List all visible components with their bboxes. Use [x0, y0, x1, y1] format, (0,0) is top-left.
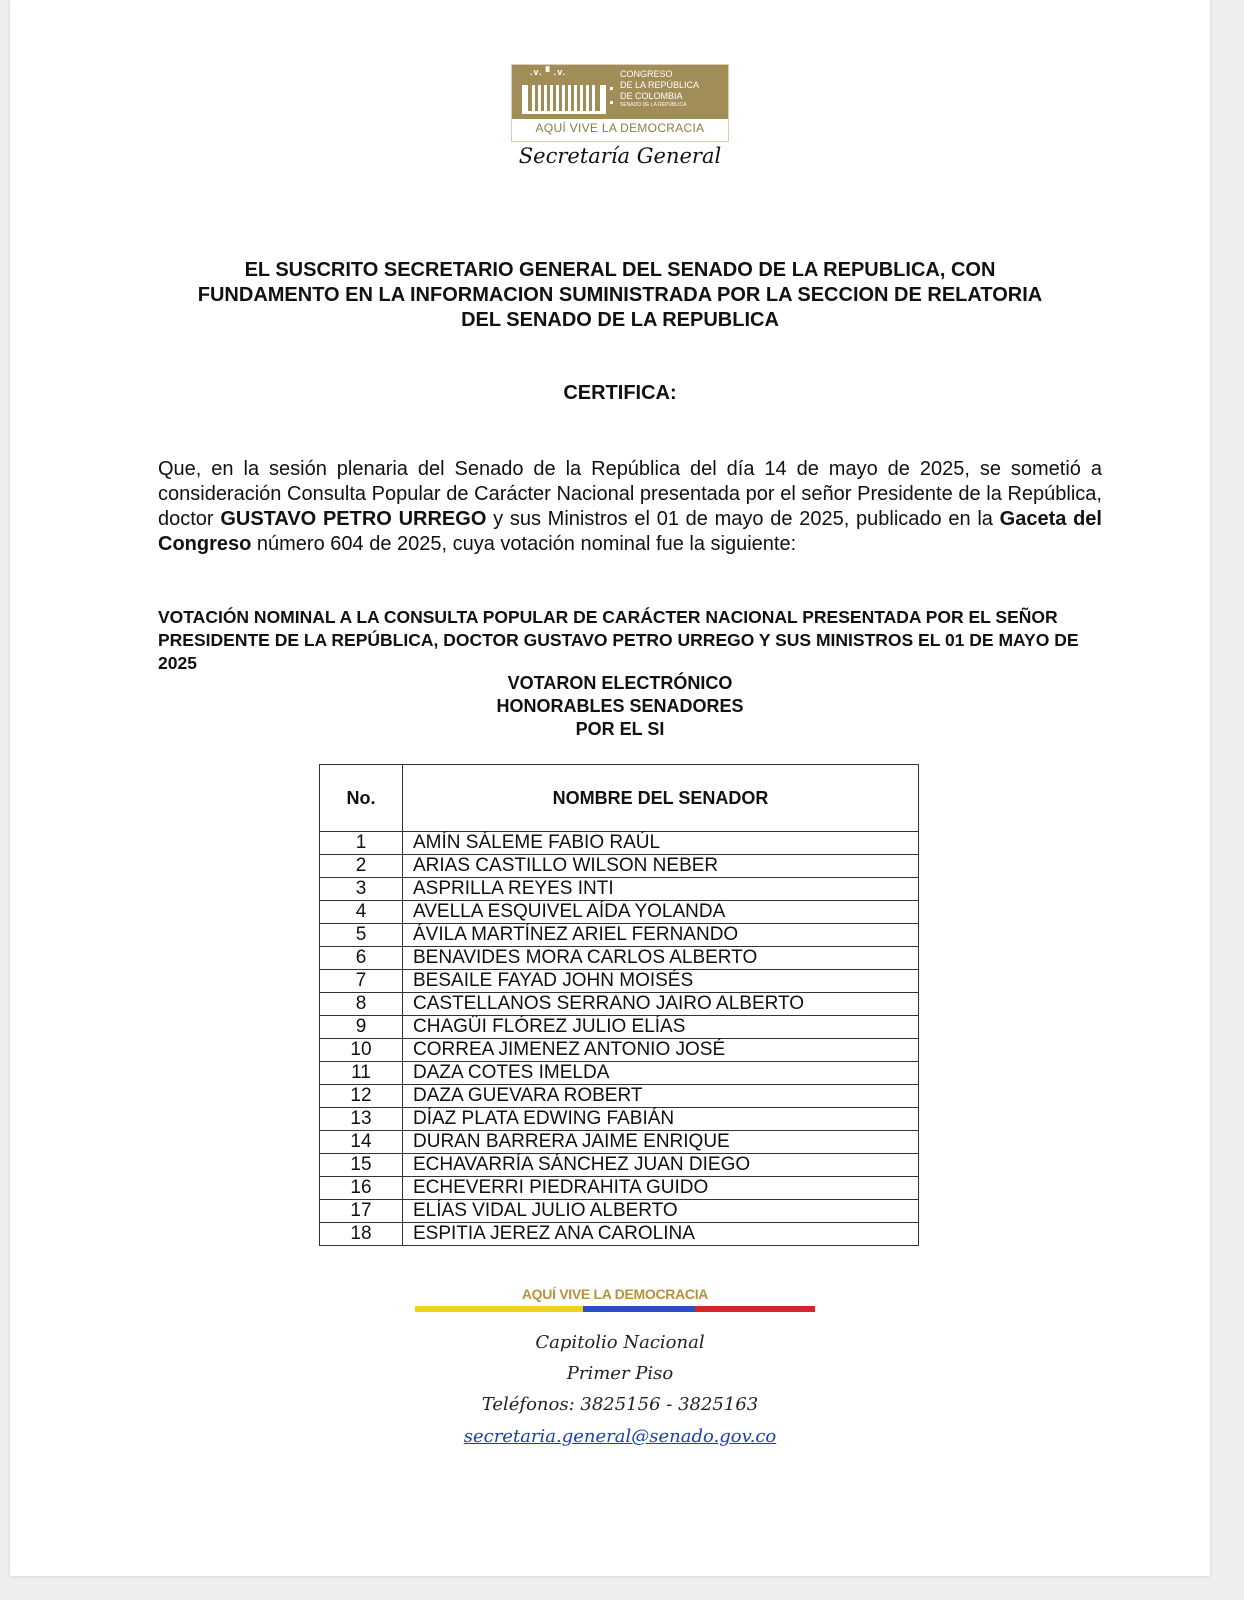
senator-number: 1: [320, 832, 403, 855]
senator-number: 18: [320, 1223, 403, 1246]
senator-name: CASTELLANOS SERRANO JAIRO ALBERTO: [403, 993, 919, 1016]
senator-number: 6: [320, 947, 403, 970]
senator-number: 8: [320, 993, 403, 1016]
document-page: [10, 0, 1210, 1576]
table-row: [320, 970, 919, 993]
senators-table: [319, 764, 919, 1246]
senator-number: 14: [320, 1131, 403, 1154]
senator-name: AMÍN SÁLEME FABIO RAÚL: [403, 832, 919, 855]
senator-number: 15: [320, 1154, 403, 1177]
column-header-number: No.: [320, 765, 403, 832]
senator-name: CORREA JIMENEZ ANTONIO JOSÉ: [403, 1039, 919, 1062]
subheading-senators: HONORABLES SENADORES: [496, 696, 744, 716]
logo-dots: .v. ▘.v.: [530, 67, 567, 77]
logo-tagline: AQUÍ VIVE LA DEMOCRACIA: [535, 121, 705, 135]
senator-name: ESPITIA JEREZ ANA CAROLINA: [403, 1223, 919, 1246]
table-header-row: [320, 765, 919, 832]
certification-paragraph: [158, 457, 1102, 557]
logo-line-2: DE LA REPÚBLICA: [620, 80, 700, 90]
table-row: [320, 901, 919, 924]
heading-line-2: FUNDAMENTO EN LA INFORMACION SUMINISTRADA POR LA SECCION DE RELATORIA: [197, 284, 1043, 306]
table-row: [320, 1016, 919, 1039]
senators-table-body: [320, 832, 919, 1246]
table-row: [320, 1039, 919, 1062]
logo-line-1: CONGRESO: [620, 69, 673, 79]
gazette-name: Gaceta del Congreso: [158, 508, 1102, 555]
document-heading: [120, 258, 1120, 333]
senator-name: DÍAZ PLATA EDWING FABIÁN: [403, 1108, 919, 1131]
senator-number: 4: [320, 901, 403, 924]
senator-number: 11: [320, 1062, 403, 1085]
table-row: [320, 832, 919, 855]
table-row: [320, 1085, 919, 1108]
senator-number: 12: [320, 1085, 403, 1108]
senator-name: ECHAVARRÍA SÁNCHEZ JUAN DIEGO: [403, 1154, 919, 1177]
table-row: [320, 1223, 919, 1246]
table-row: [320, 855, 919, 878]
senator-number: 16: [320, 1177, 403, 1200]
paragraph-text-1: Que, en la sesión plenaria del Senado de la República del día 14 de mayo de 2025, se sometió a consideración Consulta Popular de Carácter Nacional presentada por el señor Presidente de la República, doctor: [158, 458, 1102, 530]
vote-title: VOTACIÓN NOMINAL A LA CONSULTA POPULAR DE CARÁCTER NACIONAL PRESENTADA POR EL SEÑOR PRESIDENTE DE LA REPÚBLICA, DOCTOR GUSTAVO PETRO URREGO Y SUS MINISTROS EL 01 DE MAYO DE 2025: [158, 607, 1079, 673]
senator-name: BESAILE FAYAD JOHN MOISÉS: [403, 970, 919, 993]
senator-name: ECHEVERRI PIEDRAHITA GUIDO: [403, 1177, 919, 1200]
senator-name: ARIAS CASTILLO WILSON NEBER: [403, 855, 919, 878]
footer-email-line: [410, 1426, 830, 1447]
logo-banner: [512, 65, 728, 119]
table-row: [320, 924, 919, 947]
table-row: [320, 1108, 919, 1131]
table-row: [320, 947, 919, 970]
senator-number: 9: [320, 1016, 403, 1039]
president-name: GUSTAVO PETRO URREGO: [220, 508, 487, 530]
table-row: [320, 878, 919, 901]
subheading-voted: VOTARON ELECTRÓNICO: [507, 673, 733, 693]
senator-number: 3: [320, 878, 403, 901]
senator-name: ÁVILA MARTÍNEZ ARIEL FERNANDO: [403, 924, 919, 947]
table-row: [320, 1200, 919, 1223]
logo-institution-name: [620, 69, 726, 109]
senator-number: 13: [320, 1108, 403, 1131]
senator-name: DAZA COTES IMELDA: [403, 1062, 919, 1085]
footer-address-2: Primer Piso: [566, 1363, 674, 1384]
paragraph-text-3: número 604 de 2025, cuya votación nominal fue la siguiente:: [251, 533, 797, 555]
table-row: [320, 1131, 919, 1154]
logo-line-4: SENADO DE LA REPÚBLICA: [620, 102, 687, 108]
footer-tagline: AQUÍ VIVE LA DEMOCRACIA: [521, 1286, 709, 1302]
senator-number: 7: [320, 970, 403, 993]
paragraph-text-2: y sus Ministros el 01 de mayo de 2025, publicado en la: [486, 508, 1000, 530]
logo-line-3: DE COLOMBIA: [620, 91, 683, 101]
capitol-building-icon: [522, 81, 616, 115]
subheading-yes: POR EL SI: [575, 719, 665, 739]
senator-number: 10: [320, 1039, 403, 1062]
footer-phones: Teléfonos: 3825156 - 3825163: [481, 1394, 759, 1415]
certifica-title: CERTIFICA:: [563, 382, 677, 404]
footer-address-1: Capitolio Nacional: [535, 1332, 705, 1353]
senator-name: DURAN BARRERA JAIME ENRIQUE: [403, 1131, 919, 1154]
table-row: [320, 1154, 919, 1177]
senator-name: ELÍAS VIDAL JULIO ALBERTO: [403, 1200, 919, 1223]
senator-number: 5: [320, 924, 403, 947]
office-name: Secretaría General: [518, 144, 722, 168]
footer-email-link[interactable]: secretaria.general@senado.gov.co: [463, 1426, 777, 1447]
column-header-name: NOMBRE DEL SENADOR: [403, 765, 919, 832]
senator-name: CHAGÜI FLÓREZ JULIO ELÍAS: [403, 1016, 919, 1039]
congress-logo: [511, 64, 729, 142]
table-row: [320, 993, 919, 1016]
heading-line-1: EL SUSCRITO SECRETARIO GENERAL DEL SENADO DE LA REPUBLICA, CON: [244, 259, 996, 281]
colombia-flag-bar: [415, 1306, 815, 1312]
senator-name: ASPRILLA REYES INTI: [403, 878, 919, 901]
senator-name: BENAVIDES MORA CARLOS ALBERTO: [403, 947, 919, 970]
senator-name: DAZA GUEVARA ROBERT: [403, 1085, 919, 1108]
senator-number: 2: [320, 855, 403, 878]
table-row: [320, 1177, 919, 1200]
senator-name: AVELLA ESQUIVEL AÍDA YOLANDA: [403, 901, 919, 924]
heading-line-3: DEL SENADO DE LA REPUBLICA: [461, 309, 779, 331]
senator-number: 17: [320, 1200, 403, 1223]
table-row: [320, 1062, 919, 1085]
